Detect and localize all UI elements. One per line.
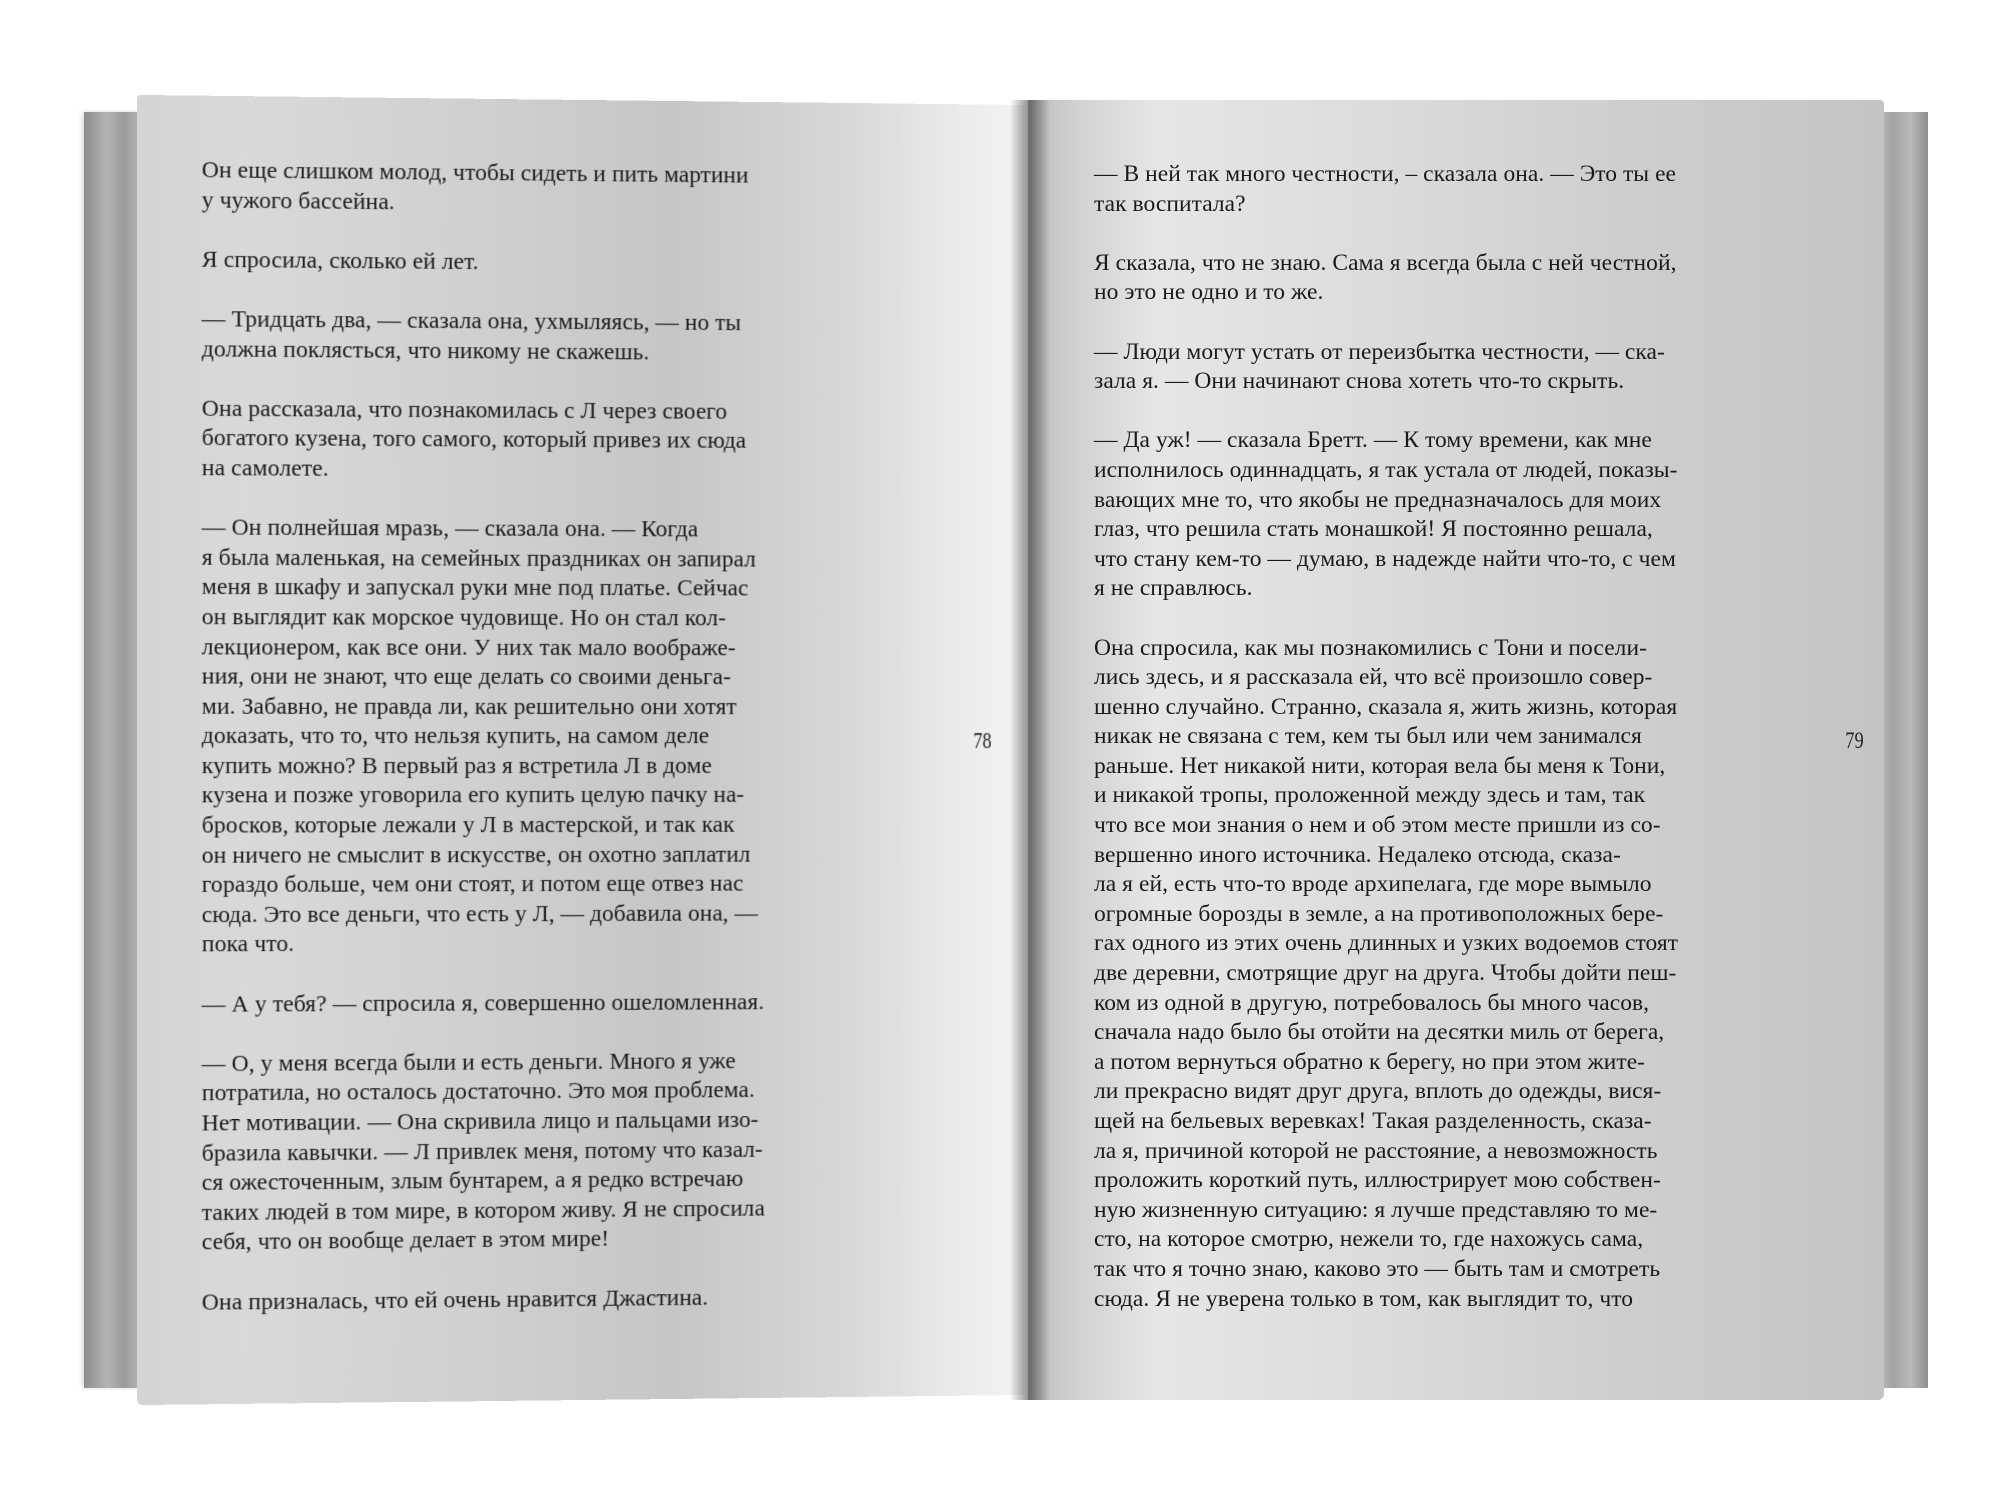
paragraph: — О, у меня всегда были и есть деньги. Много я уже потратила, но осталось достаточно. Это моя проблема. Нет мотивации. — Она скривила лицо и пальцами изо- бразила кавычки. — Л привлек меня, потому что казал- ся ожесточенным, злым бунтарем, а я редко встречаю таких людей в том мире, в котором живу. Я не спросила себя, что он вообще делает в этом мире!	[201, 1048, 765, 1256]
page-number: 78	[973, 728, 992, 753]
right-page-text	[1094, 160, 1739, 1344]
page-number: 79	[1845, 728, 1864, 753]
paragraph: Она спросила, как мы познакомились с Тони и посели- лись здесь, и я рассказала ей, что всё произошло совер- шенно случайно. Странно, сказала я, жить жизнь, которая никак не связана с тем, кем ты был или чем занимался раньше. Нет никакой нити, которая вела бы меня к Тони, и никакой тропы, проложенной между здесь и там, так что все мои знания о нем и об этом месте пришли из со- вершенно иного источника. Недалеко отсюда, сказа- ла я ей, есть что-то вроде архипелага, где море вымыло огромные борозды в земле, а на противоположных бере- гах одного из этих очень длинных и узких водоемов стоят две деревни, смотрящие друг на друга. Чтобы дойти пеш- ком из одной в другую, потребовалось бы много часов, сначала надо было бы отойти на десятки миль от берега, а потом вернуться обратно к берегу, но при этом жите- ли прекрасно видят друг друга, вплоть до одежды, вися- щей на бельевых веревках! Такая разделенность, сказа- ла я, причиной которой не расстояние, а невозможность проложить короткий путь, иллюстрирует мою собствен- ную жизненную ситуацию: я лучше представляю то ме- сто, на которое смотрю, нежели то, где нахожусь сама, так что я точно знаю, каково это — быть там и смотреть сюда. Я не уверена только в том, как выглядит то, что	[1094, 634, 1679, 1312]
paragraph: — А у тебя? — спросила я, совершенно ошеломленная.	[201, 988, 765, 1018]
paragraph: Он еще слишком молод, чтобы сидеть и пить мартини у чужого бассейна.	[201, 157, 749, 215]
paragraph: Я спросила, сколько ей лет.	[201, 246, 479, 275]
paragraph: — Тридцать два, — сказала она, ухмыляясь, — но ты должна поклясться, что никому не скажешь.	[201, 306, 742, 366]
paragraph: Я сказала, что не знаю. Сама я всегда была с ней честной, но это не одно и то же.	[1094, 249, 1677, 306]
left-page-text	[202, 156, 833, 1348]
paragraph: — Люди могут устать от переизбытка честности, — ска- зала я. — Они начинают снова хотеть что-то скрыть.	[1094, 338, 1665, 395]
book-spine-gutter	[1010, 100, 1050, 1400]
left-page	[137, 95, 1025, 1405]
right-page	[1028, 100, 1884, 1400]
paragraph: Она призналась, что ей очень нравится Джастина.	[201, 1284, 709, 1316]
paragraph: — Он полнейшая мразь, — сказала она. — Когда я была маленькая, на семейных праздниках он запирал меня в шкафу и запускал руки мне под платье. Сейчас он выглядит как морское чудовище. Но он стал кол- лекционером, как все они. У них так мало воображе- ния, они не знают, что еще делать со своими деньга- ми. Забавно, не правда ли, как решительно они хотят доказать, что то, что нельзя купить, на самом деле купить можно? В первый раз я встретила Л в доме кузена и позже уговорила его купить целую пачку на- бросков, которые лежали у Л в мастерской, и так как он ничего не смыслит в искусстве, он охотно заплатил гораздо больше, чем они стоят, и потом еще отвез нас сюда. Это все деньги, что есть у Л, — добавила она, — пока что.	[201, 514, 758, 958]
paragraph: — В ней так много честности, – сказала она. — Это ты ее так воспитала?	[1094, 161, 1677, 217]
paragraph: — Да уж! — сказала Бретт. — К тому времени, как мне исполнилось одиннадцать, я так устала от людей, показы- вающих мне то, что якобы не предназначалось для моих глаз, что решила стать монашкой! Я постоянно решала, что стану кем-то — думаю, в надежде найти что-то, с чем я не справлюсь.	[1094, 427, 1678, 602]
paragraph: Она рассказала, что познакомилась с Л через своего богатого кузена, того самого, который привез их сюда на самолете.	[201, 395, 747, 482]
